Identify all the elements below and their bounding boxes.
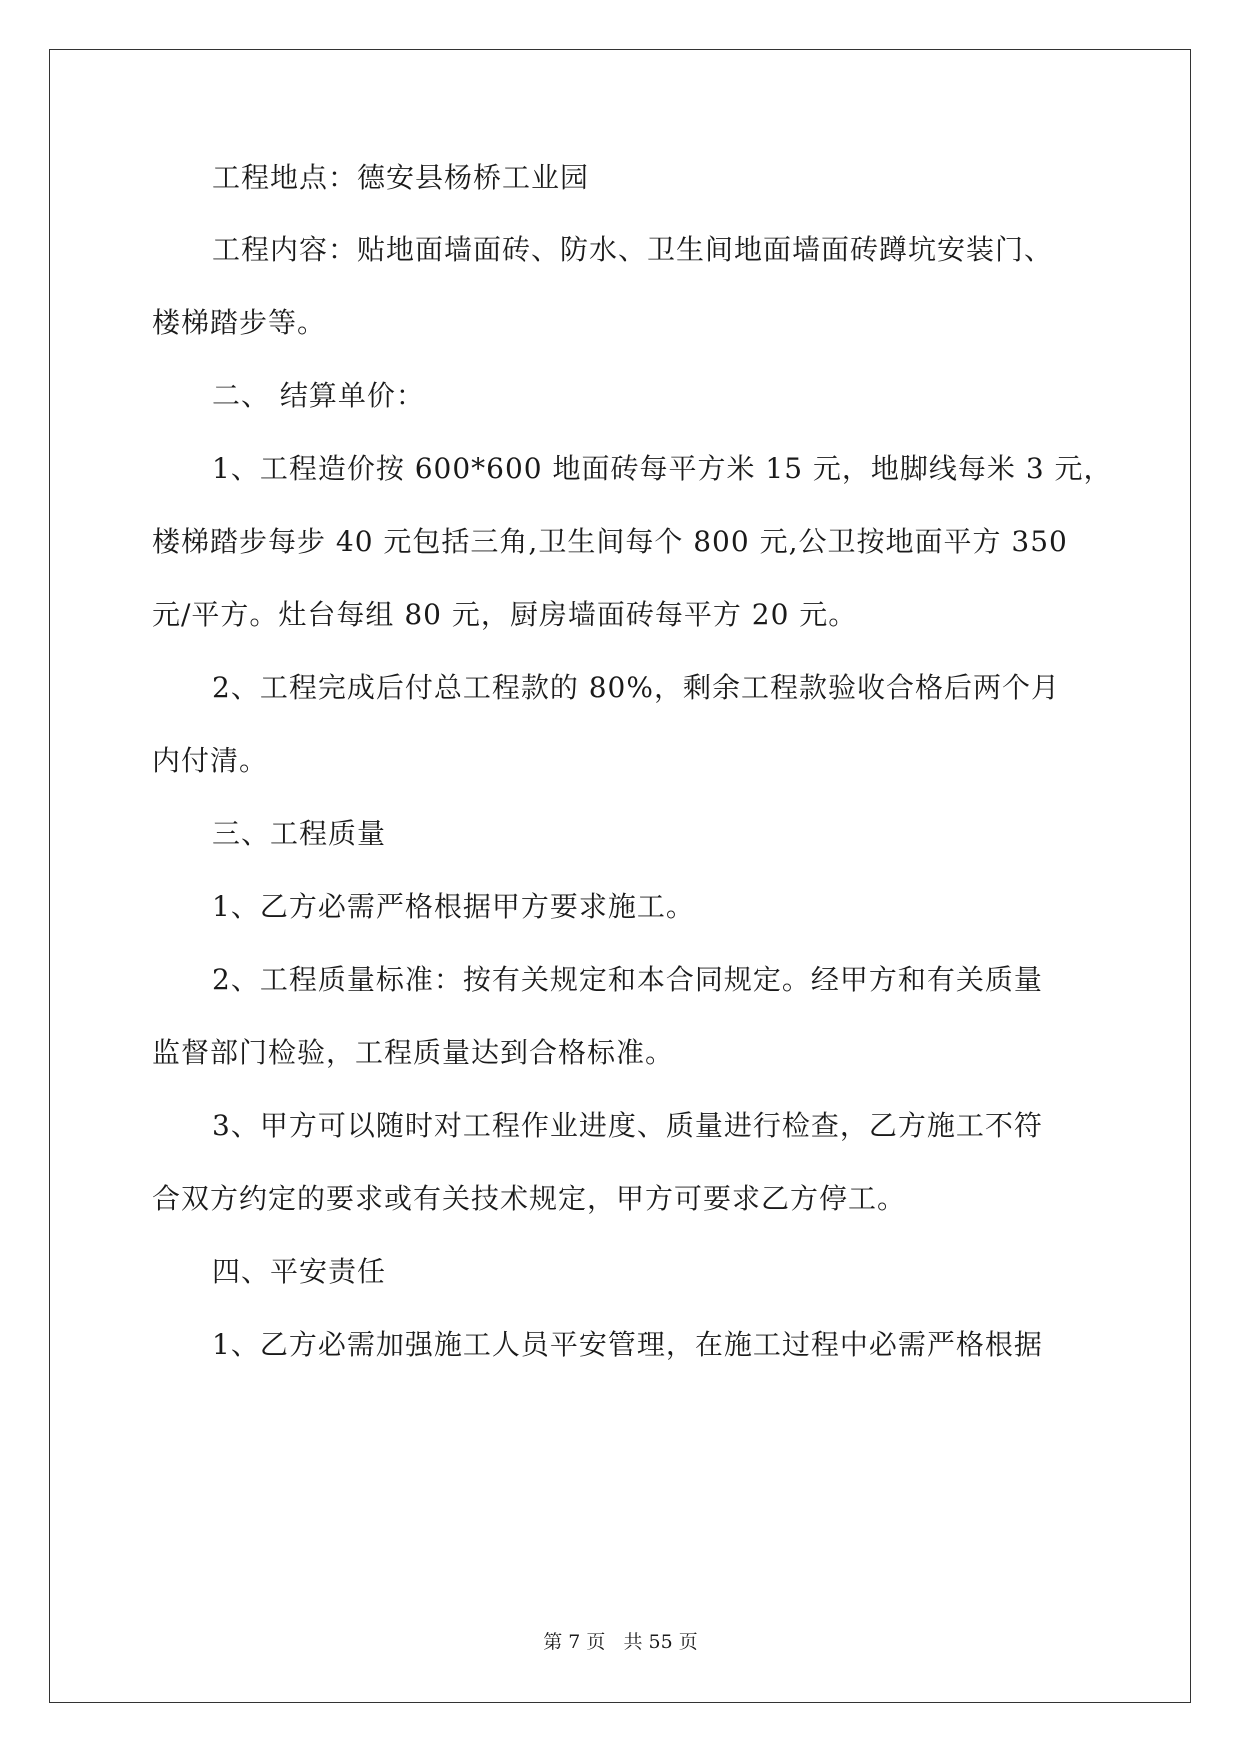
page-footer bbox=[0, 1630, 1241, 1654]
clause-price-line-2: 楼梯踏步每步 40 元包括三角,卫生间每个 800 元,公卫按地面平方 350 bbox=[152, 525, 1068, 558]
clause-safety-1: 1、乙方必需加强施工人员平安管理，在施工过程中必需严格根据 bbox=[212, 1328, 1043, 1361]
clause-quality-1: 1、乙方必需严格根据甲方要求施工。 bbox=[212, 890, 695, 923]
section-heading-quality: 三、工程质量 bbox=[212, 817, 387, 850]
clause-quality-3-line-2: 合双方约定的要求或有关技术规定，甲方可要求乙方停工。 bbox=[152, 1182, 907, 1215]
section-heading-settlement-price: 二、 结算单价： bbox=[212, 379, 425, 412]
section-heading-safety: 四、平安责任 bbox=[212, 1255, 387, 1288]
page-number: 第 7 页 bbox=[543, 1631, 606, 1653]
clause-quality-2-line-1: 2、工程质量标准：按有关规定和本合同规定。经甲方和有关质量 bbox=[212, 963, 1043, 996]
paragraph-content-line-2: 楼梯踏步等。 bbox=[152, 306, 327, 339]
clause-payment-line-1: 2、工程完成后付总工程款的 80%，剩余工程款验收合格后两个月 bbox=[212, 671, 1060, 704]
page-border bbox=[49, 49, 1191, 1703]
paragraph-location: 工程地点：德安县杨桥工业园 bbox=[212, 161, 590, 194]
paragraph-content-line-1: 工程内容：贴地面墙面砖、防水、卫生间地面墙面砖蹲坑安装门、 bbox=[212, 233, 1054, 266]
clause-quality-2-line-2: 监督部门检验，工程质量达到合格标准。 bbox=[152, 1036, 675, 1069]
clause-payment-line-2: 内付清。 bbox=[152, 744, 269, 777]
page-total: 共 55 页 bbox=[623, 1631, 698, 1653]
clause-quality-3-line-1: 3、甲方可以随时对工程作业进度、质量进行检查，乙方施工不符 bbox=[212, 1109, 1043, 1142]
clause-price-line-1: 1、工程造价按 600*600 地面砖每平方米 15 元，地脚线每米 3 元， bbox=[212, 452, 1113, 485]
clause-price-line-3: 元/平方。灶台每组 80 元，厨房墙面砖每平方 20 元。 bbox=[152, 598, 858, 631]
